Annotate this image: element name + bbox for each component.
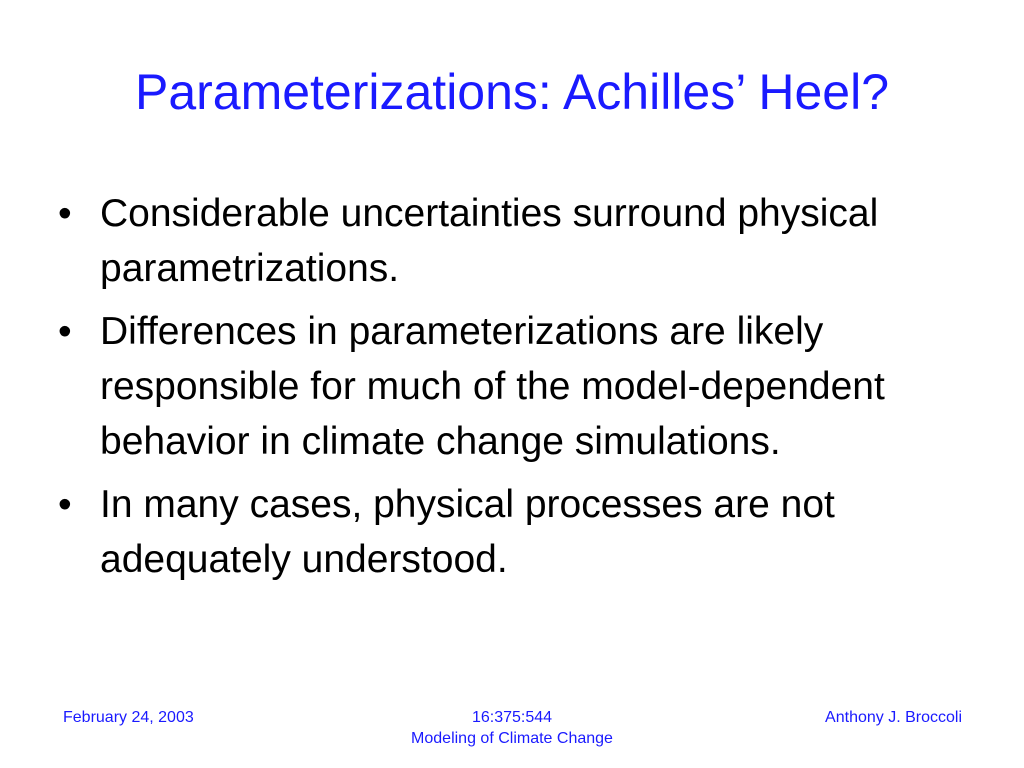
footer-author: Anthony J. Broccoli [825,709,962,726]
slide-title: Parameterizations: Achilles’ Heel? [134,64,890,120]
bullet-text: In many cases, physical processes are not adequately understood. [100,483,835,581]
bullet-item [58,186,978,296]
bullet-item [58,304,978,469]
footer-course [312,707,712,749]
footer-date: February 24, 2003 [63,709,194,726]
bullet-item [58,477,978,587]
slide-footer [0,707,1024,757]
bullet-marker: • [58,483,72,526]
bullet-text: Differences in parameterizations are likely responsible for much of the model-dependent behavior in climate change simulations. [100,310,885,463]
footer-course-name: Modeling of Climate Change [411,730,613,747]
bullet-marker: • [58,310,72,353]
bullet-marker: • [58,192,72,235]
bullet-list [58,186,978,595]
bullet-text: Considerable uncertainties surround physical parametrizations. [100,192,879,290]
footer-course-number: 16:375:544 [471,709,553,726]
